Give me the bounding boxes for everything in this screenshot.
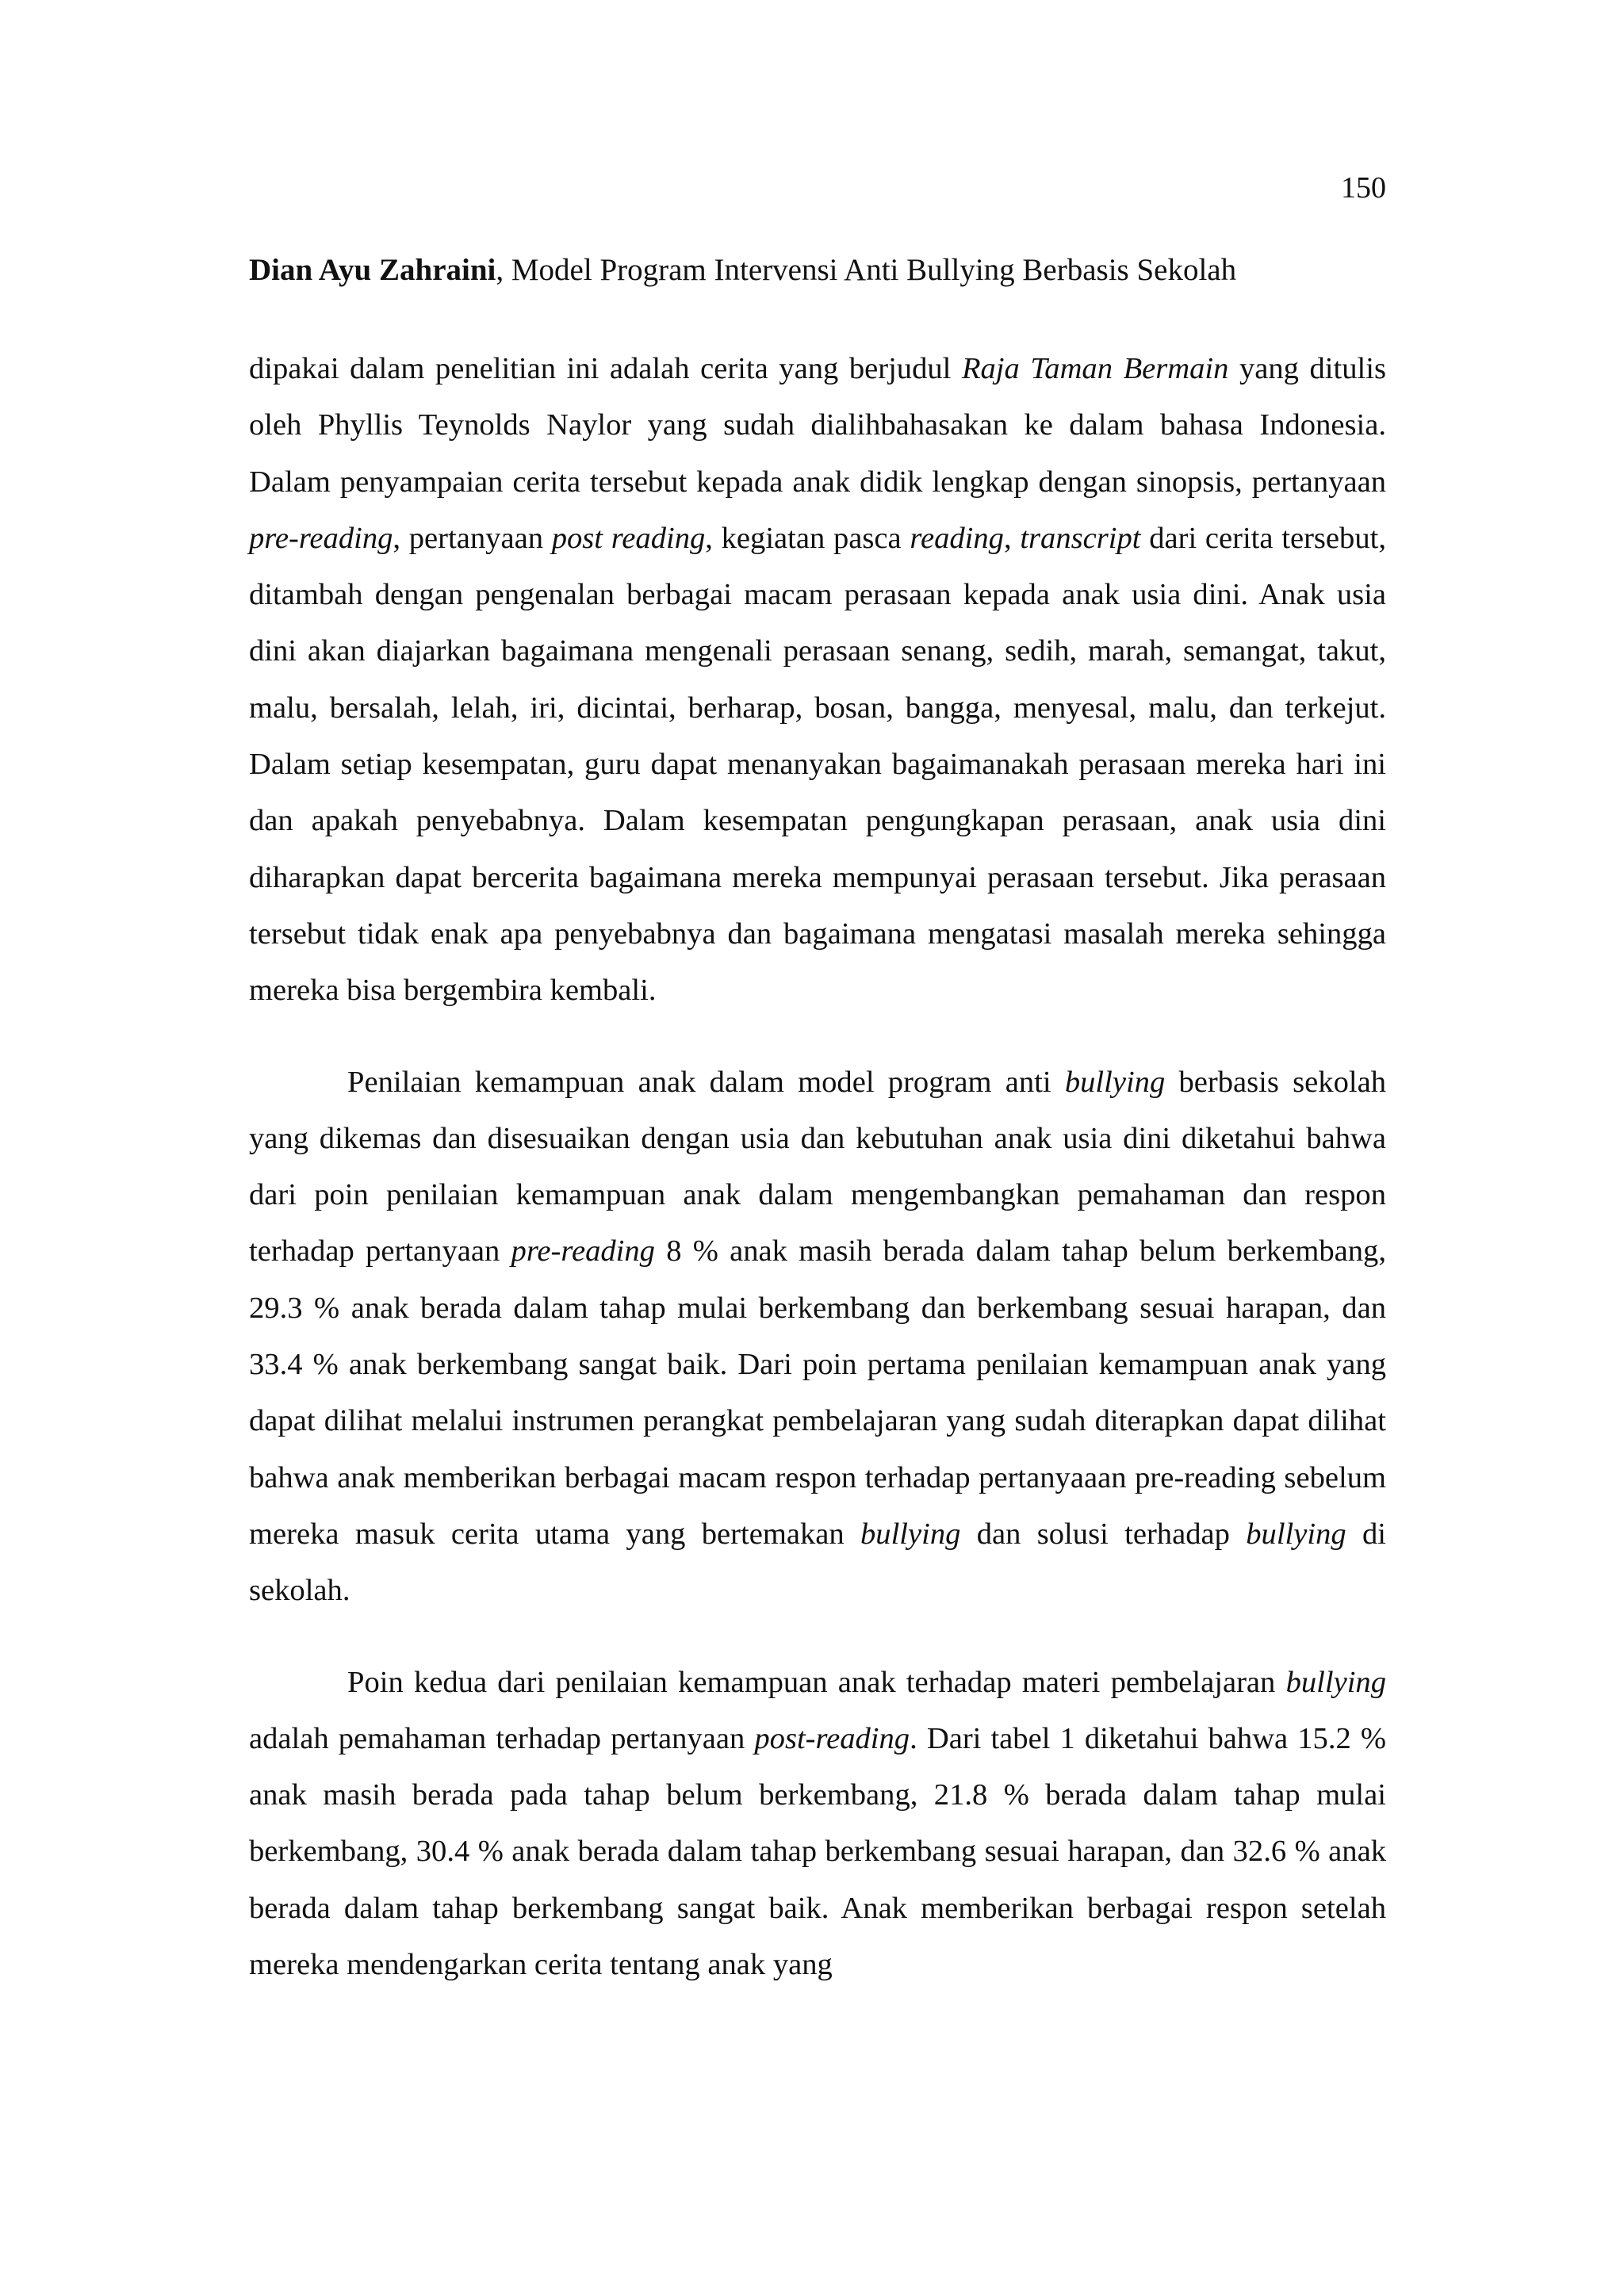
italic-term: pre-reading	[249, 521, 393, 555]
text-run: dipakai dalam penelitian ini adalah cerita yang berjudul	[249, 352, 962, 385]
text-run: dari cerita tersebut, ditambah dengan pengenalan berbagai macam perasaan kepada anak usia dini. Anak usia dini akan diajarkan bagaimana mengenali perasaan senang, sedih, marah, semangat, takut, malu, bersalah, lelah, iri, dicintai, berharap, bosan, bangga, menyesal, malu, dan terkejut. Dalam setiap kesempatan, guru dapat menanyakan bagaimanakah perasaan mereka hari ini dan apakah penyebabnya. Dalam kesempatan pengungkapan perasaan, anak usia dini diharapkan dapat bercerita bagaimana mereka mempunyai perasaan tersebut. Jika perasaan tersebut tidak enak apa penyebabnya dan bagaimana mengatasi masalah mereka sehingga mereka bisa bergembira kembali.	[249, 521, 1386, 1008]
italic-term: Raja Taman Bermain	[961, 352, 1229, 385]
body-text	[249, 341, 1386, 1993]
italic-term: transcript	[1020, 521, 1141, 555]
text-run: 8 % anak masih berada dalam tahap belum berkembang, 29.3 % anak berada dalam tahap mulai berkembang dan berkembang sesuai harapan, dan 33.4 % anak berkembang sangat baik. Dari poin pertama penilaian kemampuan anak yang dapat dilihat melalui instrumen perangkat pembelajaran yang sudah diterapkan dapat dilihat bahwa anak memberikan berbagai macam respon terhadap pertanyaaan pre-reading sebelum mereka masuk cerita utama yang bertemakan	[249, 1234, 1386, 1551]
text-run: di sekolah.	[249, 1517, 1387, 1608]
text-run: ,	[1003, 521, 1021, 555]
header-separator: ,	[496, 253, 511, 287]
running-header	[249, 252, 1236, 289]
text-run: adalah pemahaman terhadap pertanyaan	[249, 1721, 755, 1755]
text-run: , kegiatan pasca	[705, 521, 910, 555]
italic-term: bullying	[860, 1517, 961, 1551]
header-title: Model Program Intervensi Anti Bullying Berbasis Sekolah	[511, 253, 1237, 287]
text-run: , pertanyaan	[393, 521, 552, 555]
italic-term: bullying	[1246, 1517, 1346, 1551]
italic-term: post-reading	[754, 1721, 910, 1755]
text-run: . Dari tabel 1 diketahui bahwa 15.2 % anak masih berada pada tahap belum berkembang, 21.8 % berada dalam tahap mulai berkembang, 30.4 % anak berada dalam tahap berkembang sesuai harapan, dan 32.6 % anak berada dalam tahap berkembang sangat baik. Anak memberikan berbagai respon setelah mereka mendengarkan cerita tentang anak yang	[249, 1721, 1386, 1982]
text-run: Penilaian kemampuan anak dalam model program anti	[347, 1065, 1065, 1099]
header-author: Dian Ayu Zahraini	[249, 253, 496, 287]
paragraph-1	[249, 341, 1386, 1020]
italic-term: bullying	[1285, 1665, 1386, 1699]
italic-term: post reading	[551, 521, 706, 555]
text-run: berbasis sekolah yang dikemas dan disesuaikan dengan usia dan kebutuhan anak usia dini diketahui bahwa dari poin penilaian kemampuan anak dalam mengembangkan pemahaman dan respon terhadap pertanyaan	[249, 1065, 1386, 1269]
italic-term: pre-reading	[511, 1234, 655, 1269]
text-run: Poin kedua dari penilaian kemampuan anak terhadap materi pembelajaran	[347, 1665, 1286, 1699]
page-number: 150	[1341, 171, 1386, 205]
text-run: dan solusi terhadap	[960, 1517, 1247, 1551]
italic-term: reading	[910, 521, 1004, 555]
paragraph-2	[249, 1054, 1386, 1620]
text-run: yang ditulis oleh Phyllis Teynolds Naylor yang sudah dialihbahasakan ke dalam bahasa Indonesia. Dalam penyampaian cerita tersebut kepada anak didik lengkap dengan sinopsis, pertanyaan	[249, 352, 1386, 499]
italic-term: bullying	[1064, 1065, 1166, 1099]
paragraph-3	[249, 1655, 1386, 1994]
